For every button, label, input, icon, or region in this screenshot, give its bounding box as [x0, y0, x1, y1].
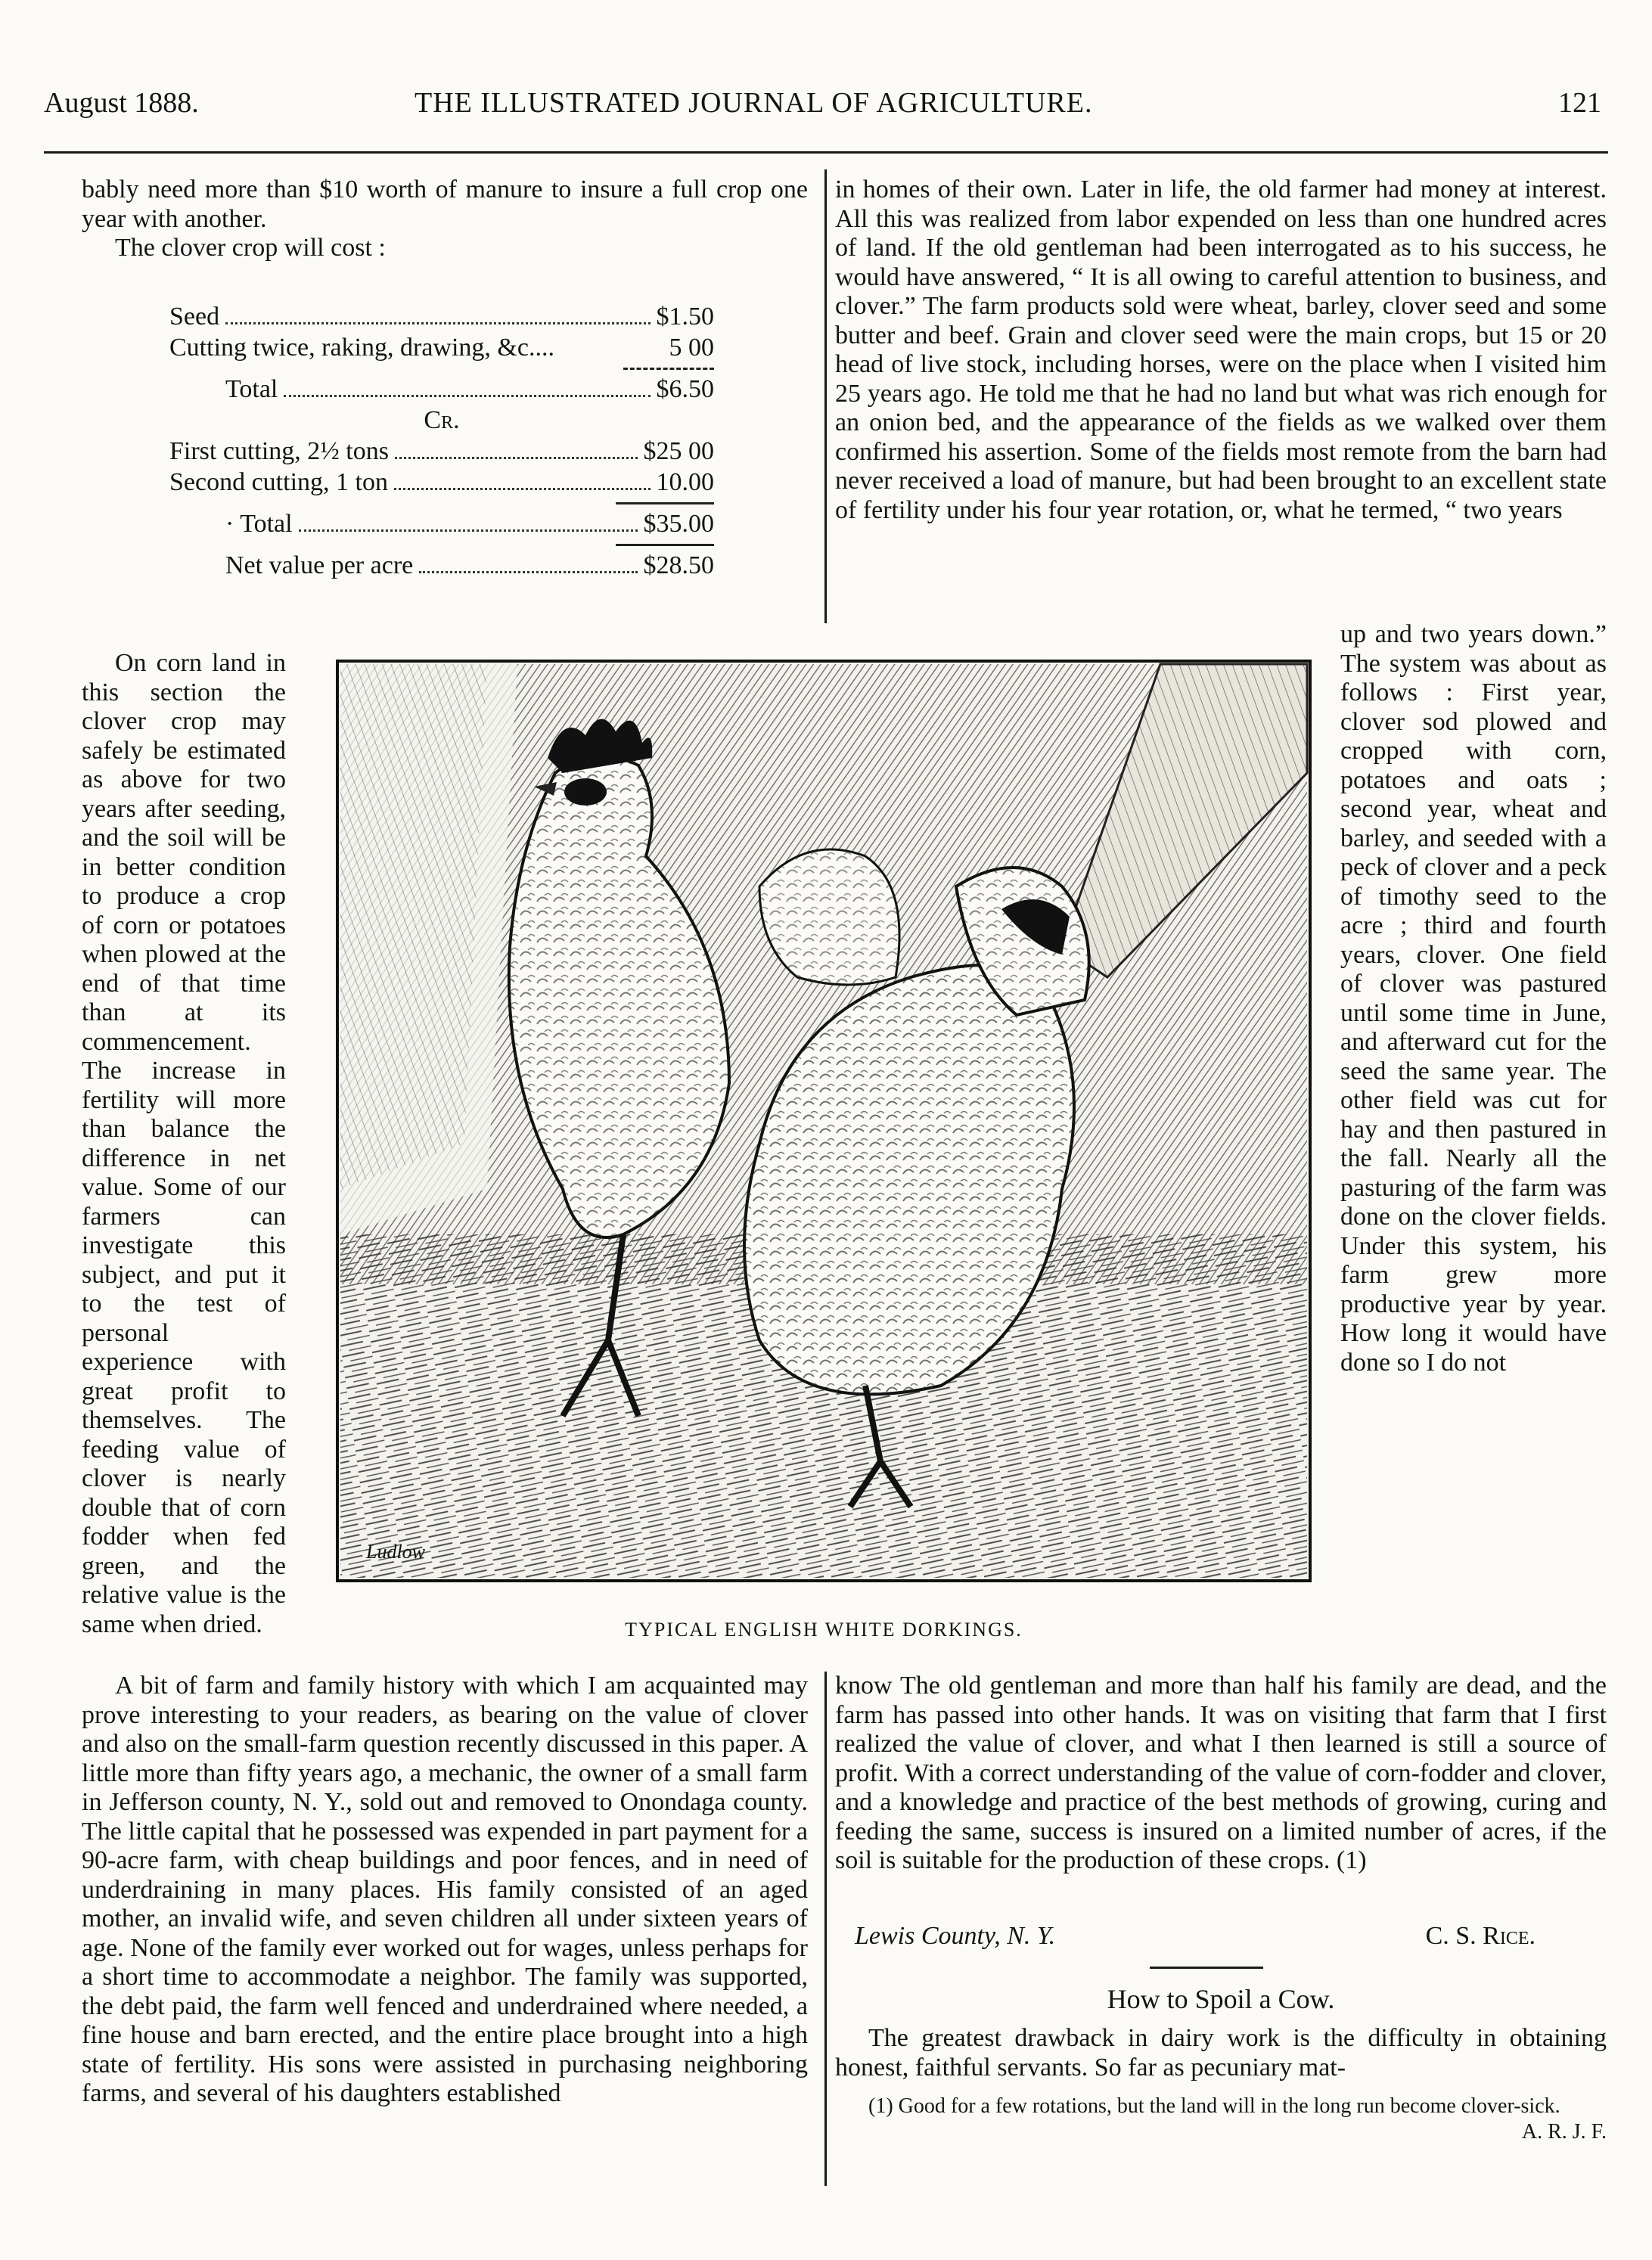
section-text: The greatest drawback in dairy work is the difficulty in obtaining honest, faithful servants. So far as pecuniary mat- — [835, 2024, 1607, 2081]
signature-place: Lewis County, N. Y. — [855, 1922, 1056, 1950]
journal-title: THE ILLUSTRATED JOURNAL OF AGRICULTURE. — [415, 87, 1093, 119]
credit-label: Cr. — [424, 406, 460, 434]
cost-ledger — [169, 301, 714, 581]
engraving-figure — [336, 660, 1312, 1582]
right-top-text: in homes of their own. Later in life, the old farmer had money at interest. All this was realized from labor expended on less than one hundred acres of land. If the old gentleman had been interrogated as to his success, he would have answered, “ It is all owing to careful attention to business, and clover.” The farm products sold were wheat, barley, clover seed and some butter and beef. Grain and clover seed were the main crops, but 15 or 20 head of live stock, including horses, were on the place when I visited him 25 years ago. He told me that he had no land but what was rich enough for an onion bed, and the appearance of the fields as we walked over them confirmed his assertion. Some of the fields most remote from the barn had never received a load of manure, but had been brought to an excellent state of fertility under his four year rotation, or, what he termed, “ two years — [835, 175, 1607, 524]
ledger-row: First cutting, 2½ tons $25 00 — [169, 437, 714, 465]
footnote-text: (1) Good for a few rotations, but the land will in the long run become clover-sick. — [868, 2094, 1560, 2118]
column-divider-top — [824, 169, 827, 623]
footnote-initials: A. R. J. F. — [1521, 2120, 1607, 2144]
header-rule — [44, 151, 1608, 154]
clover-cost-intro: The clover crop will cost : — [115, 234, 386, 262]
ledger-total-row: Total $6.50 — [225, 375, 714, 403]
ledger-net-row: Net value per acre $28.50 — [225, 551, 714, 579]
left-top-text — [82, 175, 808, 263]
signature-line — [855, 1921, 1536, 1951]
ledger-row: Second cutting, 1 ton 10.00 — [169, 468, 714, 496]
right-bottom-text: know The old gentleman and more than half his family are dead, and the farm has passed into other hands. It was on visiting that farm that I first realized the value of clover, and what I then learned is still a source of profit. With a correct understanding of the value of corn-fodder and clover, and a knowledge and practice of the best methods of growing, curing and feeding the same, success is insured on a limited number of acres, if the soil is suitable for the production of these crops. (1) — [835, 1672, 1607, 1874]
signature-name: C. S. Rice. — [1425, 1922, 1536, 1950]
section-heading: How to Spoil a Cow. — [1107, 1984, 1335, 2014]
right-narrow-text: up and two years down.” The system was about as follows : First year, clover sod plowed and cropped with corn, potatoes and oats ; second year, wheat and barley, and seeded with a peck of clover and a peck of timothy seed to the acre ; third and fourth years, clover. One field of clover was pastured until some time in June, and afterward cut for the seed the same year. The other field was cut for hay and then pastured in the fall. Nearly all the pasturing of the farm was done on the clover fields. Under this system, his farm grew more productive year by year. How long it would have done so I do not — [1340, 620, 1607, 1377]
ledger-total-row: · Total $35.00 — [225, 510, 714, 538]
left-narrow-text: On corn land in this section the clover crop may safely be estimated as above for two years after seeding, and the soil will be in better condition to produce a crop of corn or potatoes when plowed at the end of that time than at its commencement. The increase in fertility will more than balance the difference in net value. Some of our farmers can investigate this subject, and put it to the test of personal experience with great profit to themselves. The feeding value of clover is nearly double that of corn fodder when fed green, and the relative value is the same when dried. — [82, 649, 286, 1638]
column-divider-bottom — [824, 1672, 827, 2186]
dorking-chickens-illustration — [336, 660, 1312, 1582]
ledger-row: Seed $1.50 — [169, 303, 714, 331]
figure-caption: TYPICAL ENGLISH WHITE DORKINGS. — [625, 1619, 1023, 1641]
ledger-row: Cutting twice, raking, drawing, &c.... 5 00 — [169, 334, 714, 362]
left-bottom-text: A bit of farm and family history with which I am acquainted may prove interesting to your readers, as bearing on the value of clover and also on the small-farm question recently discussed in this paper. A little more than fifty years ago, a mechanic, the owner of a small farm in Jefferson county, N. Y., sold out and removed to Onondaga county. The little capital that he possessed was expended in part payment for a 90-acre farm, with cheap buildings and poor fences, and in need of underdraining in many places. His family consisted of an aged mother, an invalid wife, and seven children all under sixteen years of age. None of the family ever worked out for wages, unless perhaps for a short time to accommodate a neighbor. The family was supported, the debt paid, the farm well fenced and underdrained where needed, a fine house and barn erected, and the entire place brought into a high state of fertility. His sons were assisted in purchasing neighboring farms, and several of his daughters established — [82, 1672, 808, 2107]
issue-date: August 1888. — [44, 87, 199, 119]
section-divider — [1150, 1967, 1263, 1969]
footnote — [835, 2094, 1607, 2145]
artist-signature: Ludlow — [366, 1541, 426, 1563]
left-top-paragraph: bably need more than $10 worth of manure to insure a full crop one year with another. — [82, 175, 808, 233]
page-number: 121 — [1558, 87, 1601, 119]
